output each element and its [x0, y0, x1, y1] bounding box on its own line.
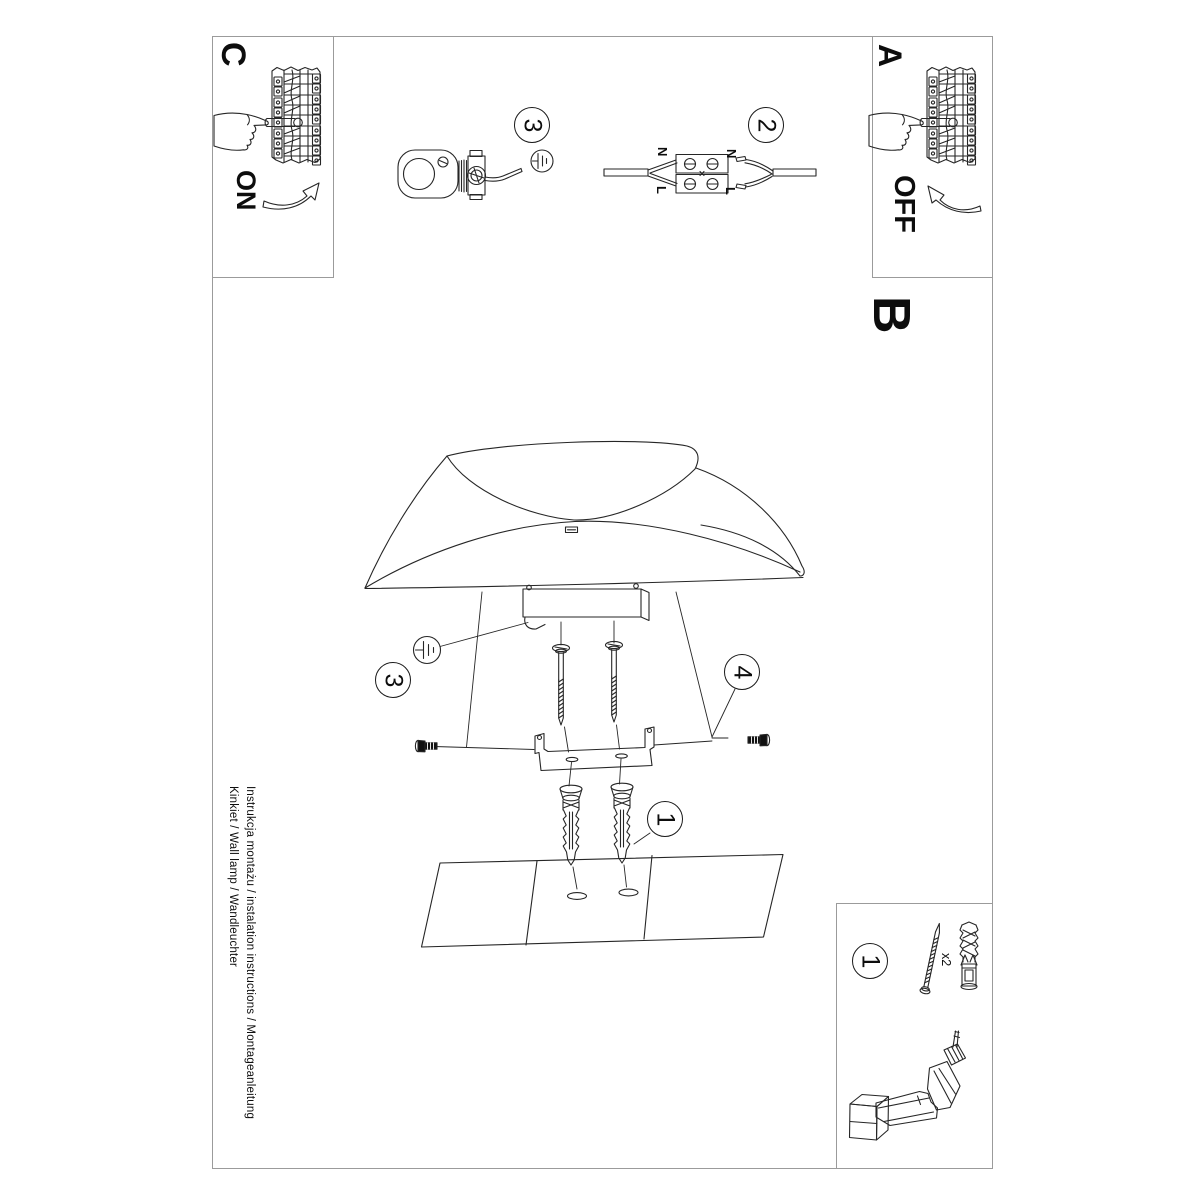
parts-anchor-icon: [960, 922, 978, 990]
wall-surface: [422, 855, 784, 948]
terminal-label-n-left: N: [655, 147, 670, 157]
section-b-label: B: [862, 296, 920, 334]
step-number: 3: [518, 118, 547, 132]
wall-lamp-shade: [365, 441, 804, 588]
step-badge-1-anchors: [647, 801, 683, 837]
footer-text: [225, 786, 258, 1119]
on-arrow-icon: [263, 183, 319, 209]
leader-lines: [434, 592, 735, 889]
step-badge-1-parts: [852, 943, 888, 979]
off-label: OFF: [888, 175, 920, 233]
panel-c-label: C: [214, 42, 252, 67]
on-label: ON: [231, 170, 261, 211]
drill-icon: [850, 1031, 966, 1140]
breaker-panel-on-icon: [214, 67, 321, 165]
ground-symbol-icon: [414, 623, 529, 664]
step-number: 3: [379, 673, 408, 687]
terminal-label-n-right: N: [724, 149, 739, 159]
step-badge-3-ground: [375, 662, 411, 698]
step-number: 2: [752, 118, 781, 132]
step-badge-3-sensor: [514, 107, 550, 143]
terminal-label-l-right: L: [723, 187, 738, 195]
terminal-label-l-left: L: [654, 186, 669, 194]
panel-a-label: A: [872, 44, 908, 68]
lamp-holder-illustration: [398, 150, 522, 200]
ground-symbol-icon: [531, 150, 553, 172]
wall-anchors: [560, 783, 633, 865]
off-arrow-icon: [928, 186, 981, 213]
step-number: 1: [856, 954, 885, 968]
mounting-bracket: [535, 727, 654, 771]
mounting-plate: [523, 584, 649, 629]
breaker-panel-off-icon: [869, 67, 976, 165]
step-badge-2-wiring: [748, 107, 784, 143]
terminal-block-illustration: [604, 155, 816, 194]
mounting-screws: [553, 641, 623, 725]
footer-line-1: Instrukcja montażu / instalation instructions / Montageanleitung: [244, 786, 256, 1120]
step-badge-4-bolts: [724, 654, 760, 690]
step-number: 4: [728, 665, 757, 679]
screw-quantity-label: x2: [939, 953, 953, 967]
footer-line-2: Kinkiet / Wall lamp / Wandleuchter: [227, 786, 240, 968]
step-number: 1: [651, 812, 680, 826]
